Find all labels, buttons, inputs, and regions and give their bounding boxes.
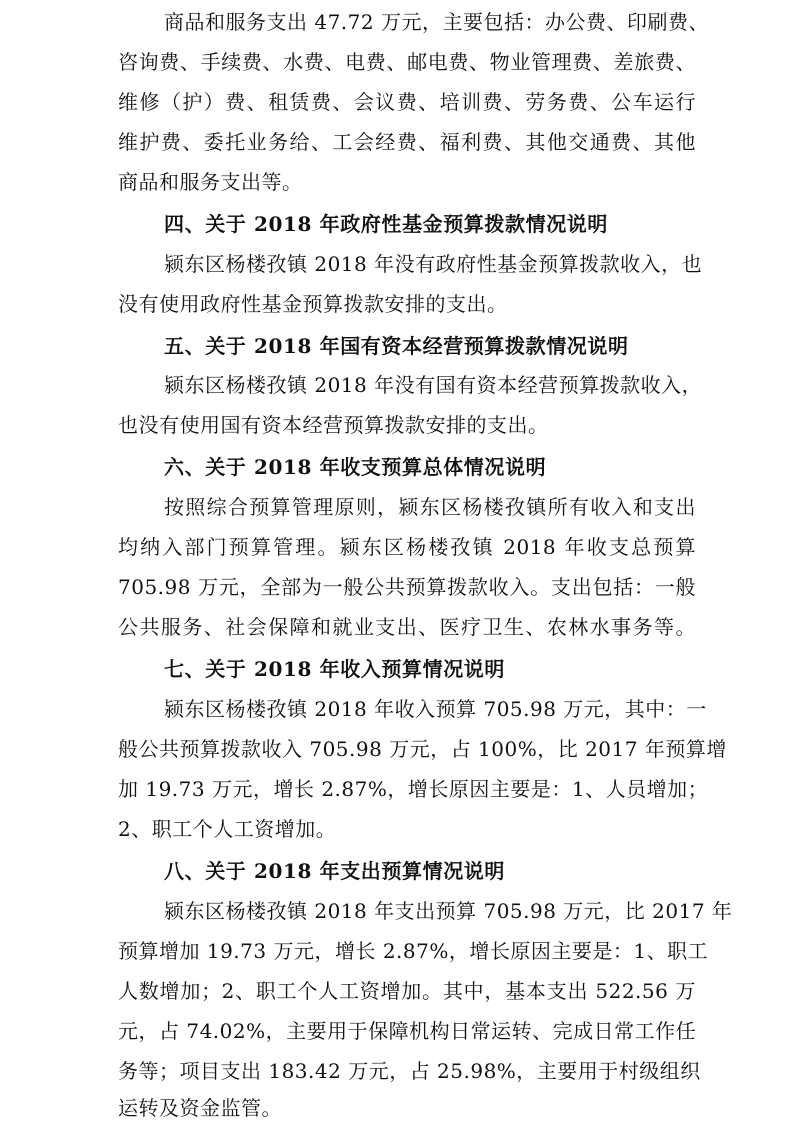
- paragraph-line: 公共服务、社会保障和就业支出、医疗卫生、农林水事务等。: [118, 615, 696, 639]
- paragraph-line: 维修（护）费、租赁费、会议费、培训费、劳务费、公车运行: [118, 90, 696, 114]
- section-heading-7: 七、关于 2018 年收入预算情况说明: [164, 657, 505, 681]
- section-heading-5: 五、关于 2018 年国有资本经营预算拨款情况说明: [164, 334, 629, 358]
- paragraph-line: 商品和服务支出 47.72 万元，主要包括：办公费、印刷费、: [164, 10, 709, 34]
- section-heading-6: 六、关于 2018 年收支预算总体情况说明: [164, 455, 547, 479]
- paragraph-line: 般公共预算拨款收入 705.98 万元，占 100%，比 2017 年预算增: [118, 737, 727, 761]
- section-heading-8: 八、关于 2018 年支出预算情况说明: [164, 859, 505, 883]
- paragraph-line: 咨询费、手续费、水费、电费、邮电费、物业管理费、差旅费、: [118, 50, 696, 74]
- paragraph-line: 颍东区杨楼孜镇 2018 年收入预算 705.98 万元，其中：一: [164, 697, 707, 721]
- paragraph-line: 加 19.73 万元，增长 2.87%，增长原因主要是：1、人员增加；: [118, 777, 709, 801]
- paragraph-line: 务等；项目支出 183.42 万元，占 25.98%，主要用于村级组织: [118, 1059, 701, 1083]
- paragraph-line: 也没有使用国有资本经营预算拨款安排的支出。: [118, 413, 549, 437]
- paragraph-line: 均纳入部门预算管理。颍东区杨楼孜镇 2018 年收支总预算: [118, 535, 696, 559]
- paragraph-line: 预算增加 19.73 万元，增长 2.87%，增长原因主要是：1、职工: [118, 939, 709, 963]
- paragraph-line: 人数增加；2、职工个人工资增加。其中，基本支出 522.56 万: [118, 979, 696, 1003]
- paragraph-line: 705.98 万元，全部为一般公共预算拨款收入。支出包括：一般: [118, 575, 696, 599]
- paragraph-line: 运转及资金监管。: [118, 1096, 282, 1120]
- paragraph-line: 按照综合预算管理原则，颍东区杨楼孜镇所有收入和支出: [164, 495, 696, 519]
- paragraph-line: 颍东区杨楼孜镇 2018 年没有国有资本经营预算拨款收入，: [164, 373, 703, 397]
- paragraph-line: 没有使用政府性基金预算拨款安排的支出。: [118, 292, 508, 316]
- paragraph-line: 商品和服务支出等。: [118, 170, 303, 194]
- paragraph-line: 2、职工个人工资增加。: [118, 817, 337, 841]
- section-heading-4: 四、关于 2018 年政府性基金预算拨款情况说明: [164, 212, 608, 236]
- paragraph-line: 颍东区杨楼孜镇 2018 年支出预算 705.98 万元，比 2017 年: [164, 899, 733, 923]
- paragraph-line: 维护费、委托业务给、工会经费、福利费、其他交通费、其他: [118, 130, 696, 154]
- paragraph-line: 元，占 74.02%，主要用于保障机构日常运转、完成日常工作任: [118, 1019, 697, 1043]
- paragraph-line: 颍东区杨楼孜镇 2018 年没有政府性基金预算拨款收入，也: [164, 252, 703, 276]
